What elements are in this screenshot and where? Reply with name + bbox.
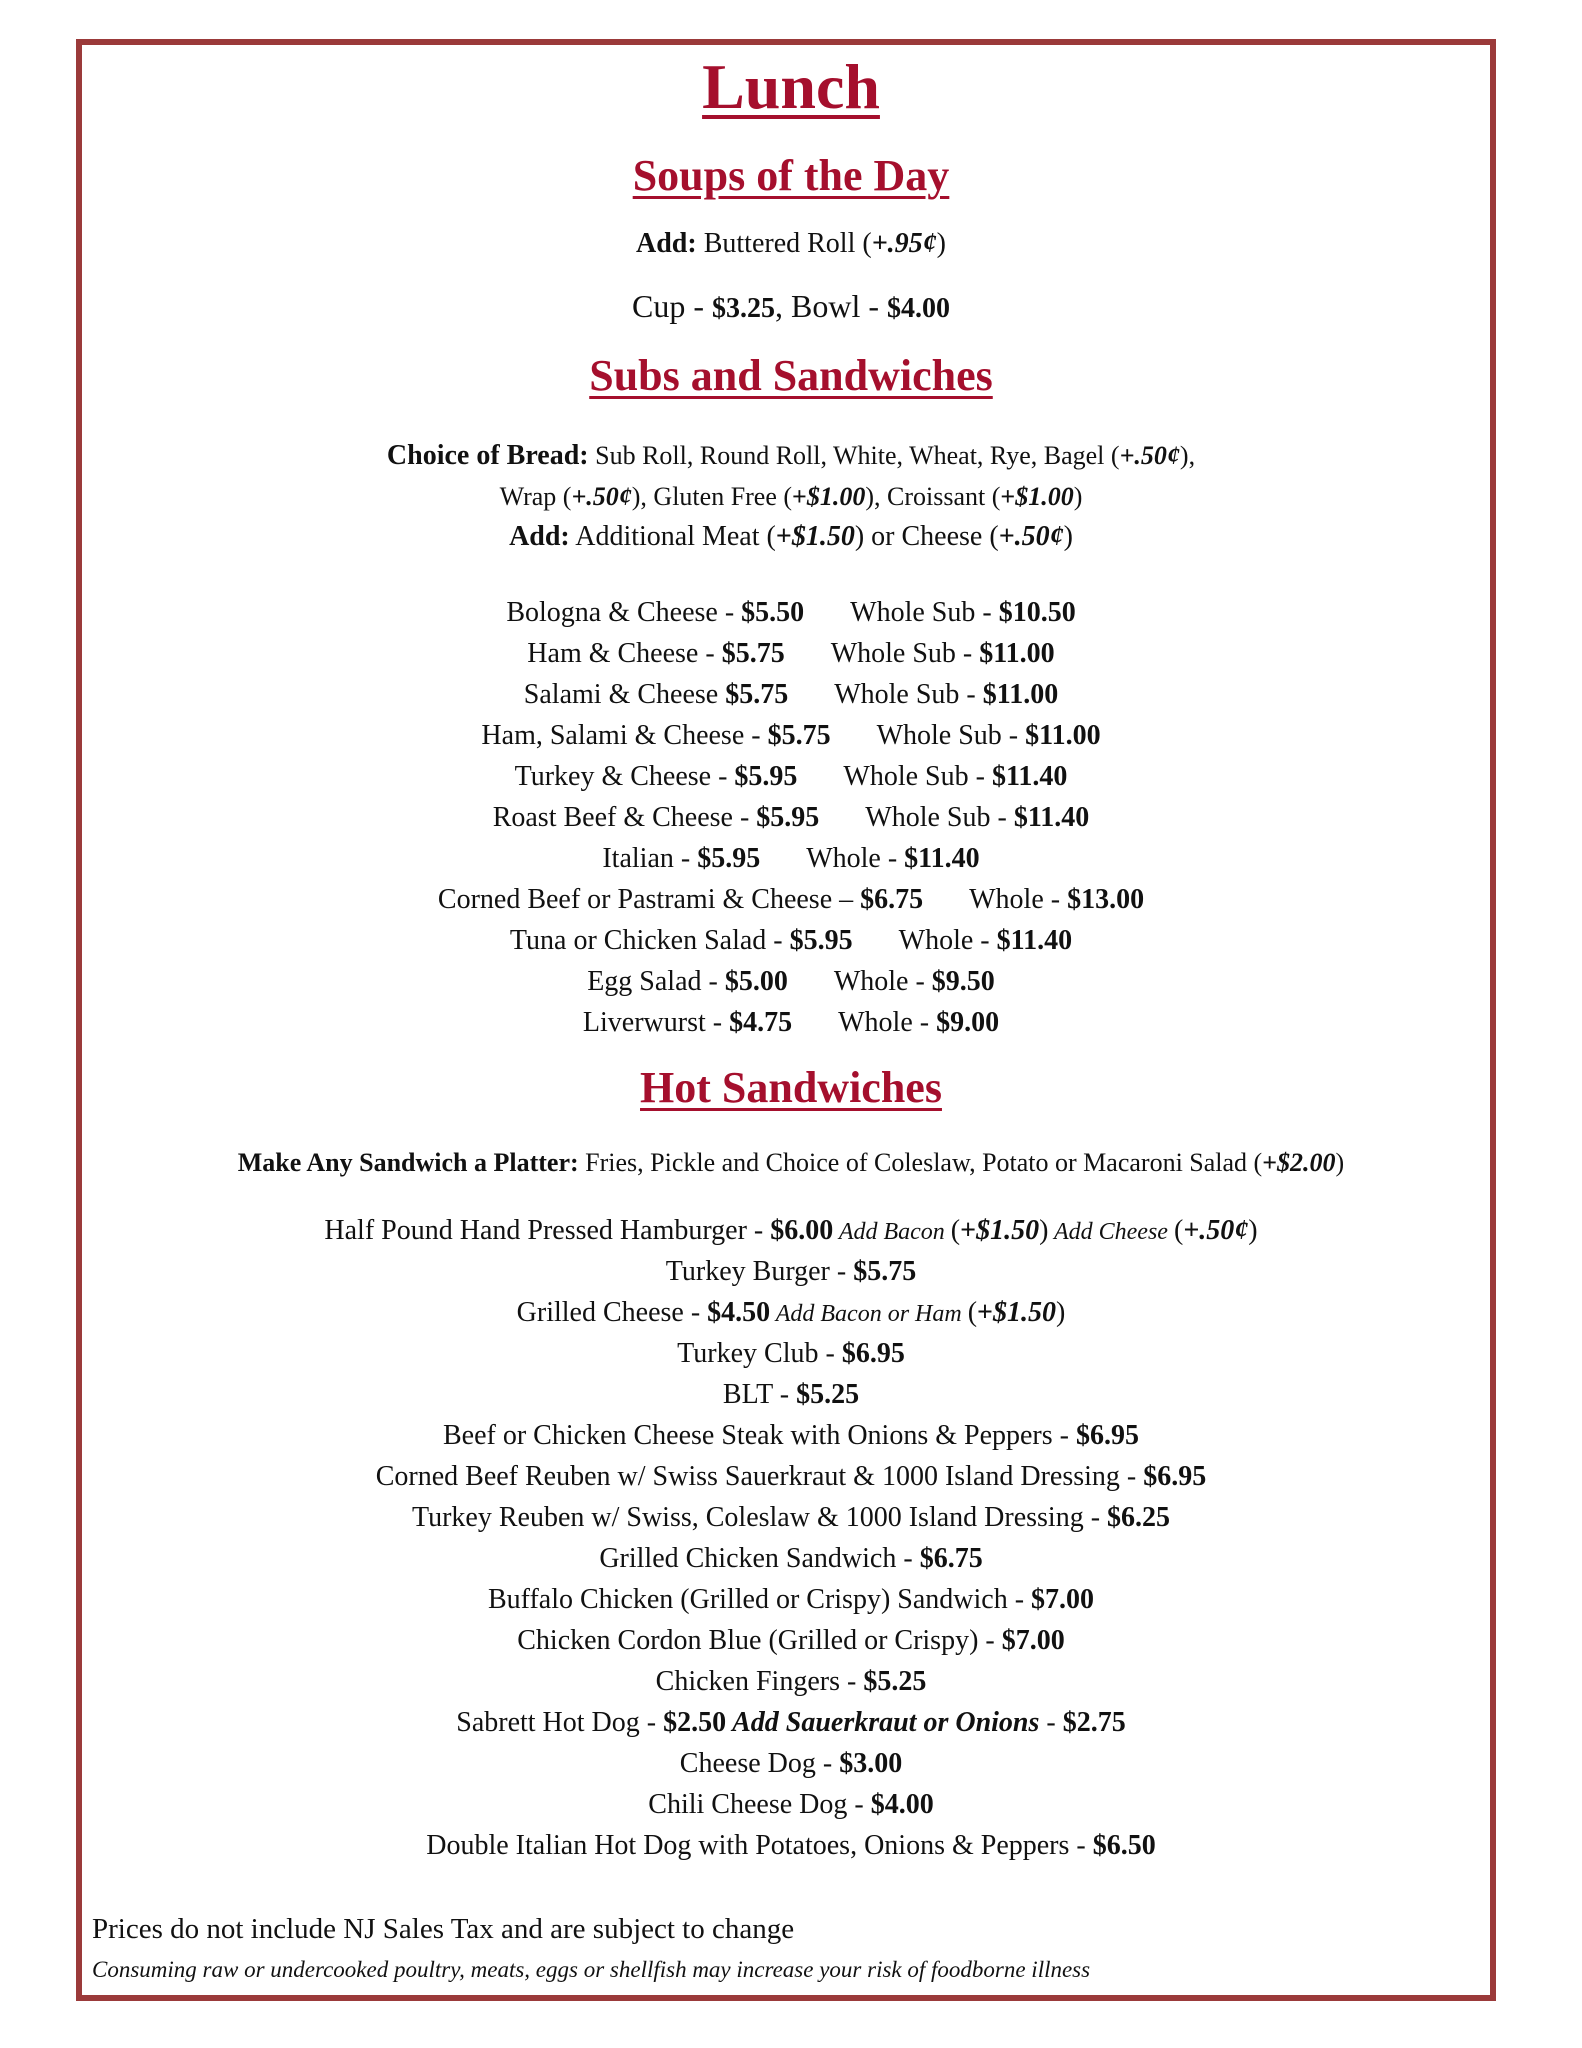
sub-menu-item: Ham, Salami & Cheese - $5.75 Whole Sub - $11.00 — [481, 720, 1101, 751]
menu-item-grilled-cheese: Grilled Cheese - $4.50 Add Bacon or Ham (+$1.50) — [516, 1297, 1066, 1328]
hot-heading: Hot Sandwiches — [640, 1063, 942, 1112]
hot-menu-item: Corned Beef Reuben w/ Swiss Sauerkraut & 1000 Island Dressing - $6.95 — [375, 1461, 1207, 1492]
sub-menu-item: Ham & Cheese - $5.75 Whole Sub - $11.00 — [527, 638, 1055, 669]
hot-menu-item: Chicken Cordon Blue (Grilled or Crispy) - $7.00 — [517, 1625, 1065, 1656]
platter-line: Make Any Sandwich a Platter: Fries, Pickle and Choice of Coleslaw, Potato or Macaroni Salad (+$2.00) — [237, 1148, 1345, 1177]
sub-menu-item: Egg Salad - $5.00 Whole - $9.50 — [587, 966, 995, 997]
hot-menu-item: Grilled Chicken Sandwich - $6.75 — [599, 1543, 983, 1574]
soups-price-line: Cup - $3.25, Bowl - $4.00 — [632, 288, 950, 324]
subs-heading: Subs and Sandwiches — [589, 351, 993, 400]
health-warning: Consuming raw or undercooked poultry, meats, eggs or shellfish may increase your risk of foodborne illness — [92, 1957, 1091, 1982]
sub-menu-item: Tuna or Chicken Salad - $5.95 Whole - $11.40 — [509, 925, 1073, 956]
menu-item-hamburger: Half Pound Hand Pressed Hamburger - $6.00 Add Bacon (+$1.50) Add Cheese (+.50¢) — [324, 1215, 1258, 1246]
sub-menu-item: Italian - $5.95 Whole - $11.40 — [602, 843, 980, 874]
hot-menu-item: Turkey Reuben w/ Swiss, Coleslaw & 1000 Island Dressing - $6.25 — [411, 1502, 1171, 1533]
menu-item-sabrett-hot-dog: Sabrett Hot Dog - $2.50 Add Sauerkraut or Onions - $2.75 — [456, 1707, 1126, 1738]
menu-item-turkey-burger: Turkey Burger - $5.75 — [665, 1256, 917, 1287]
soups-heading: Soups of the Day — [632, 151, 950, 200]
bread-choice-line-2: Wrap (+.50¢), Gluten Free (+$1.00), Croissant (+$1.00) — [499, 482, 1083, 511]
sub-menu-item: Liverwurst - $4.75 Whole - $9.00 — [582, 1007, 1000, 1038]
sub-menu-item: Turkey & Cheese - $5.95 Whole Sub - $11.40 — [514, 761, 1068, 792]
hot-menu-item: Chili Cheese Dog - $4.00 — [648, 1789, 934, 1820]
hot-menu-item: Buffalo Chicken (Grilled or Crispy) Sandwich - $7.00 — [487, 1584, 1095, 1615]
hot-menu-item: Cheese Dog - $3.00 — [679, 1748, 903, 1779]
hot-menu-item: Double Italian Hot Dog with Potatoes, Onions & Peppers - $6.50 — [426, 1830, 1156, 1861]
bread-choice-line: Choice of Bread: Sub Roll, Round Roll, White, Wheat, Rye, Bagel (+.50¢), — [386, 440, 1196, 471]
sub-menu-item: Roast Beef & Cheese - $5.95 Whole Sub - $11.40 — [492, 802, 1090, 833]
hot-menu-item: BLT - $5.25 — [722, 1379, 860, 1410]
subs-add-line: Add: Additional Meat (+$1.50) or Cheese (+.50¢) — [509, 521, 1073, 552]
sub-menu-item: Corned Beef or Pastrami & Cheese – $6.75 Whole - $13.00 — [437, 884, 1145, 915]
sub-menu-item: Salami & Cheese $5.75 Whole Sub - $11.00 — [523, 679, 1059, 710]
tax-note: Prices do not include NJ Sales Tax and are subject to change — [92, 1913, 795, 1945]
sub-menu-item: Bologna & Cheese - $5.50 Whole Sub - $10.50 — [506, 597, 1076, 628]
hot-menu-item: Beef or Chicken Cheese Steak with Onions & Peppers - $6.95 — [443, 1420, 1139, 1451]
hot-menu-item: Turkey Club - $6.95 — [677, 1338, 905, 1369]
hot-menu-item: Chicken Fingers - $5.25 — [655, 1666, 927, 1697]
page-title: Lunch — [702, 51, 880, 122]
soups-add-line: Add: Buttered Roll (+.95¢) — [636, 228, 946, 259]
